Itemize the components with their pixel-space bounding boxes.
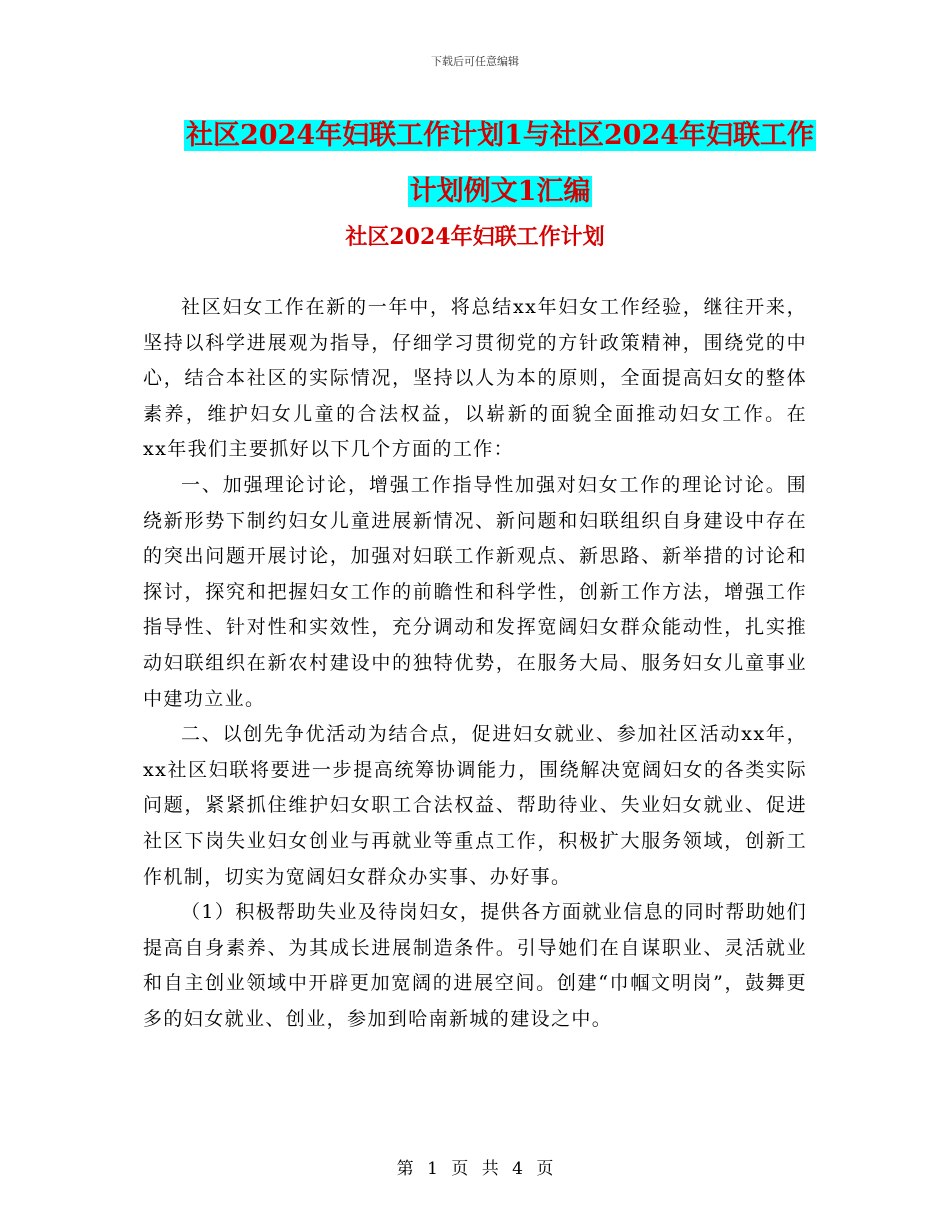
section-title: 社区2024年妇联工作计划 <box>345 224 605 250</box>
header-note: 下载后可任意编辑 <box>431 55 519 68</box>
paragraph-item-1: （1）积极帮助失业及待岗妇女，提供各方面就业信息的同时帮助她们提高自身素养、为其成长进展制造条件。引导她们在自谋职业、灵活就业和自主创业领域中开辟更加宽阔的进展空间。创建“巾帼文明岗”，鼓舞更多的妇女就业、创业，参加到哈南新城的建设之中。 <box>143 901 807 1030</box>
paragraph-intro: 社区妇女工作在新的一年中，将总结xx年妇女工作经验，继往开来，坚持以科学进展观为指导，仔细学习贯彻党的方针政策精神，围绕党的中心，结合本社区的实际情况，坚持以人为本的原则，全面提高妇女的整体素养，维护妇女儿童的合法权益，以崭新的面貌全面推动妇女工作。在 xx年我们主要抓好以下几个方面的工作： <box>143 296 807 461</box>
paragraph-section-2: 二、以创先争优活动为结合点，促进妇女就业、参加社区活动xx年，xx社区妇联将要进一步提高统筹协调能力，围绕解决宽阔妇女的各类实际问题，紧紧抓住维护妇女职工合法权益、帮助待业、失业妇女就业、促进社区下岗失业妇女创业与再就业等重点工作，积极扩大服务领域，创新工作机制，切实为宽阔妇女群众办实事、办好事。 <box>143 723 807 888</box>
paragraph-section-1: 一、加强理论讨论，增强工作指导性加强对妇女工作的理论讨论。围绕新形势下制约妇女儿童进展新情况、新问题和妇联组织自身建设中存在的突出问题开展讨论，加强对妇联工作新观点、新思路、新举措的讨论和探讨，探究和把握妇女工作的前瞻性和科学性，创新工作方法，增强工作指导性、针对性和实效性，充分调动和发挥宽阔妇女群众能动性，扎实推动妇联组织在新农村建设中的独特优势，在服务大局、服务妇女儿童事业中建功立业。 <box>143 473 807 710</box>
page-number: 第 1 页 共 4 页 <box>396 1159 554 1179</box>
title-line-2: 计划例文1汇编 <box>409 176 591 207</box>
document-title <box>140 108 860 220</box>
document-body <box>143 290 807 1037</box>
title-line-1: 社区2024年妇联工作计划1与社区2024年妇联工作 <box>185 120 815 151</box>
